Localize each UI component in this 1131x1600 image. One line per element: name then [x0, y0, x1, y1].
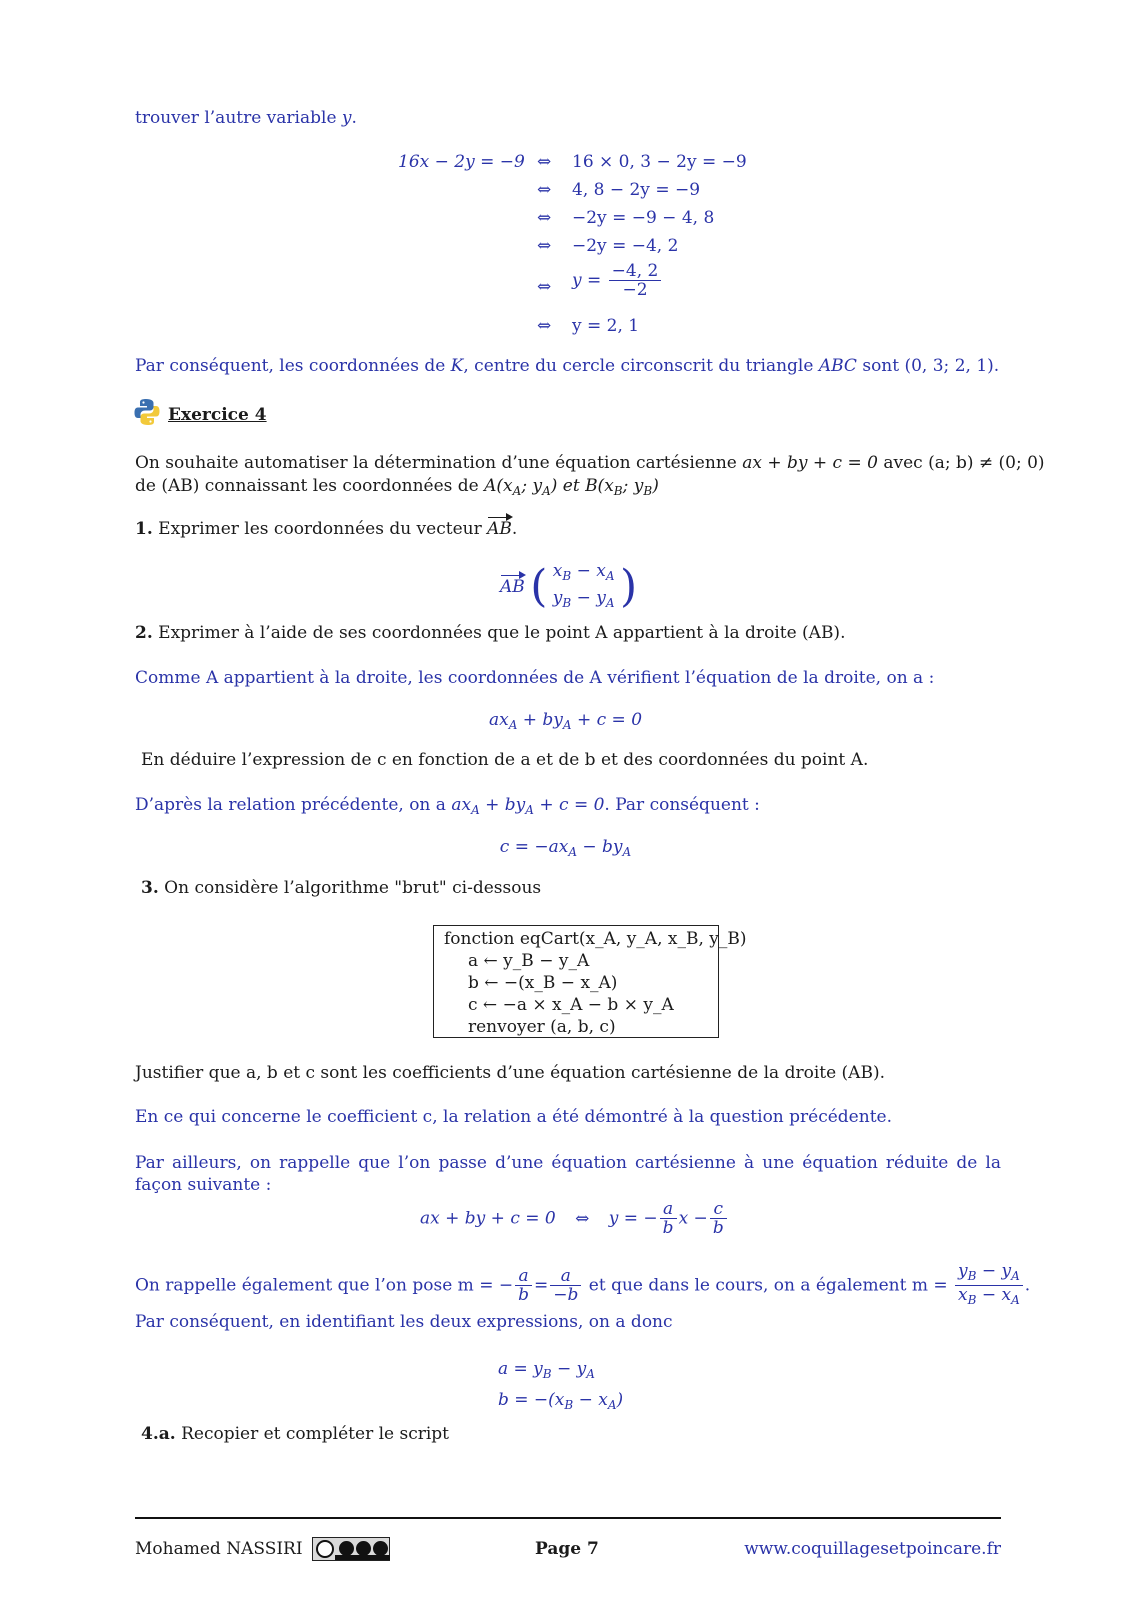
footer-divider	[135, 1517, 1001, 1519]
footer-author: Mohamed NASSIRI	[135, 1537, 390, 1561]
algo-line: a ← y_B − y_A	[468, 951, 590, 971]
algorithm-box	[433, 925, 747, 1038]
solve-step-5: y = $\frac{-4, 2}{-2}$	[572, 262, 663, 299]
algo-line: b ← −(x_B − x_A)	[468, 973, 618, 993]
creative-commons-badge-icon	[312, 1537, 390, 1561]
solve-step-2: 4, 8 − 2y = −9	[572, 180, 701, 200]
equiv-symbol: ⇔	[537, 316, 552, 336]
reduced-equation: ax + by + c = 0 ⇔ y = − $\frac{a}{b}$ x − $\frac{c}{b}$	[420, 1200, 729, 1237]
question-4a: 4.a. Recopier et compléter le script	[141, 1424, 450, 1444]
equation-point-a: $ax_A + by_A + c = 0$	[488, 710, 643, 732]
equiv-symbol: ⇔	[537, 152, 552, 172]
equiv-symbol: ⇔	[537, 208, 552, 228]
solve-step-1: 16 × 0, 3 − 2y = −9	[572, 152, 747, 172]
equiv-symbol: ⇔	[537, 236, 552, 256]
vector-ab: AB	[487, 519, 512, 539]
answer-3a: En ce qui concerne le coefficient c, la relation a été démontré à la question précédente.	[135, 1107, 892, 1127]
question-2: 2. Exprimer à l’aide de ses coordonnées que le point A appartient à la droite (AB).	[135, 623, 846, 643]
algo-line: fonction eqCart(x_A, y_A, x_B, y_B)	[444, 929, 747, 949]
answer-2b: D’après la relation précédente, on a $ax_A + by_A + c = 0$. Par conséquent :	[135, 795, 760, 817]
solve-step-4: −2y = −4, 2	[572, 236, 679, 256]
answer-3b: Par ailleurs, on rappelle que l’on passe d’une équation cartésienne à une équation réduite de la façon suivante :	[135, 1153, 1001, 1195]
question-1: 1. Exprimer les coordonnées du vecteur AB.	[135, 519, 518, 539]
final-coefficients: $a = y_B - y_A$ $b = -(x_B - x_A)$	[498, 1359, 624, 1412]
equiv-symbol: ⇔	[537, 277, 552, 297]
deduce-question: En déduire l’expression de c en fonction de a et de b et des coordonnées du point A.	[141, 750, 869, 770]
answer-3d: Par conséquent, en identifiant les deux expressions, on a donc	[135, 1312, 673, 1332]
exercise-title: Exercice 4	[168, 405, 267, 425]
python-logo-icon	[134, 398, 160, 426]
answer-3c: On rappelle également que l’on pose m = − $\frac{a}{b}$ = $\frac{a}{-b}$ et que dans le cours, on a également m = $\frac{y_B - y_A}{x_B - x_A}$ .	[135, 1261, 1031, 1307]
equiv-symbol: ⇔	[537, 180, 552, 200]
conclusion: Par conséquent, les coordonnées de K, centre du cercle circonscrit du triangle ABC sont (0, 3; 2, 1).	[135, 356, 1000, 376]
solve-lhs: 16x − 2y = −9	[398, 152, 525, 172]
question-3: 3. On considère l’algorithme "brut" ci-dessous	[141, 878, 542, 898]
algo-line: renvoyer (a, b, c)	[468, 1017, 616, 1037]
answer-2: Comme A appartient à la droite, les coordonnées de A vérifient l’équation de la droite, on a :	[135, 668, 935, 688]
algo-line: c ← −a × x_A − b × y_A	[468, 995, 674, 1015]
justify-question: Justifier que a, b et c sont les coefficients d’une équation cartésienne de la droite (AB).	[135, 1063, 885, 1083]
statement-line-1: On souhaite automatiser la détermination d’une équation cartésienne ax + by + c = 0 avec (a; b) ≠ (0; 0)	[135, 453, 1045, 473]
solve-step-3: −2y = −9 − 4, 8	[572, 208, 715, 228]
vector-coordinates: AB ( $x_B - x_A$ $y_B - y_A$ )	[500, 561, 638, 612]
equation-c: $c = -ax_A - by_A$	[499, 837, 632, 859]
intro-line: trouver l’autre variable y.	[135, 108, 357, 128]
footer-page-number: Page 7	[535, 1539, 599, 1559]
footer-website-link[interactable]: www.coquillagesetpoincare.fr	[744, 1539, 1001, 1559]
fraction: $\frac{-4, 2}{-2}$	[609, 262, 662, 299]
statement-line-2: de (AB) connaissant les coordonnées de $A(x_A$; $y_A$) et $B(x_B$; $y_B$)	[135, 476, 659, 498]
solve-step-6: y = 2, 1	[572, 316, 640, 336]
